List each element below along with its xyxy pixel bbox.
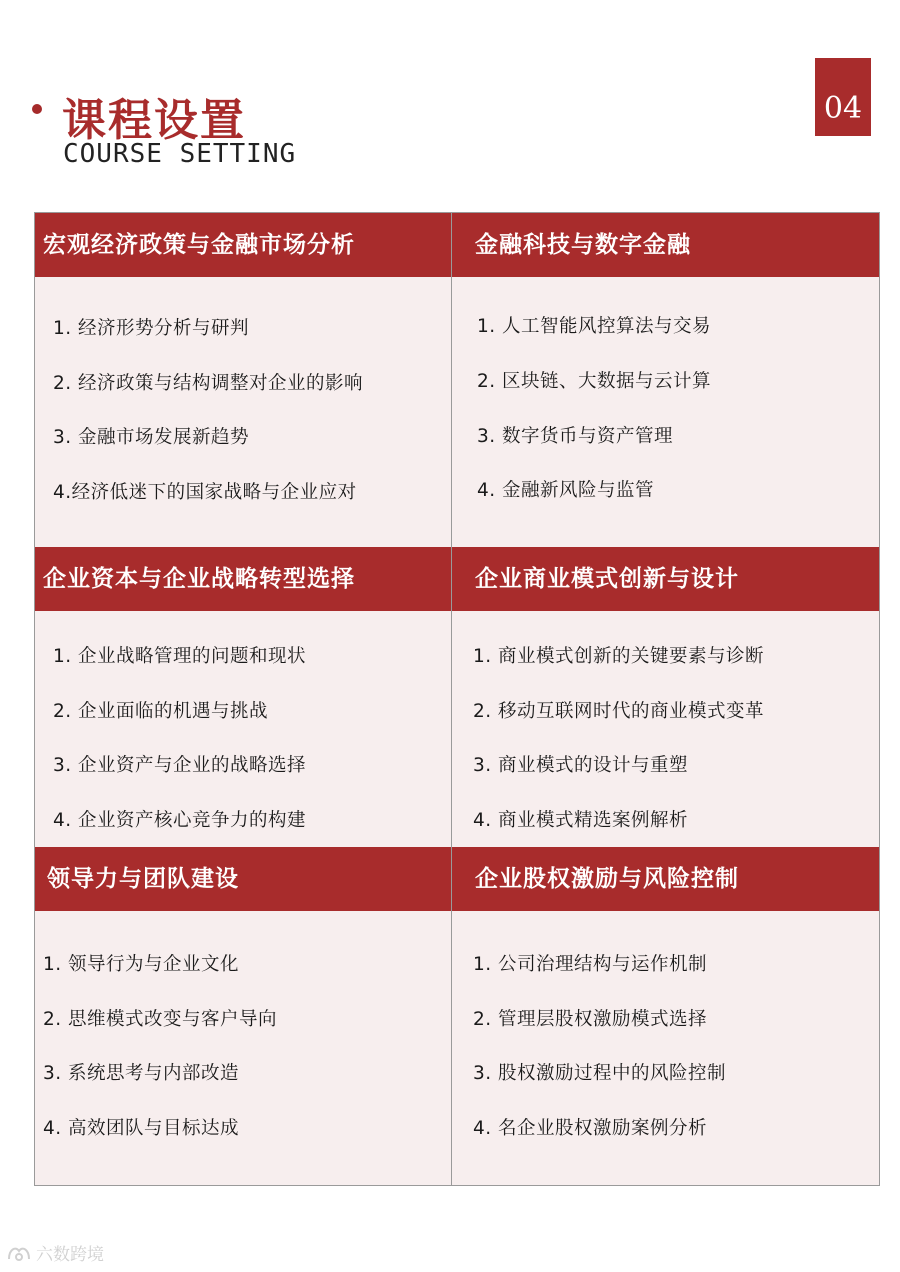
- watermark-text: 六数跨境: [36, 1245, 104, 1265]
- list-item: 1. 经济形势分析与研判: [53, 318, 250, 339]
- list-item: 4.经济低迷下的国家战略与企业应对: [53, 482, 357, 503]
- section-title-leadership: 领导力与团队建设: [47, 866, 239, 892]
- list-item: 3. 股权激励过程中的风险控制: [473, 1063, 727, 1084]
- title-bullet: [32, 104, 42, 114]
- page-subtitle: COURSE SETTING: [63, 139, 297, 169]
- watermark: [6, 1240, 104, 1265]
- page-number-badge: 04: [815, 58, 871, 136]
- list-item: 1. 商业模式创新的关键要素与诊断: [473, 646, 765, 667]
- list-item: 2. 管理层股权激励模式选择: [473, 1009, 708, 1030]
- list-item: 2. 区块链、大数据与云计算: [477, 371, 712, 392]
- list-item: 3. 系统思考与内部改造: [43, 1063, 240, 1084]
- list-item: 2. 企业面临的机遇与挑战: [53, 701, 269, 722]
- course-grid: [34, 212, 880, 1186]
- section-title-fintech: 金融科技与数字金融: [475, 232, 691, 258]
- section-title-equity-incentive: 企业股权激励与风险控制: [475, 866, 739, 892]
- course-row-1: [35, 213, 879, 547]
- list-item: 1. 人工智能风控算法与交易: [477, 316, 712, 337]
- list-item: 3. 金融市场发展新趋势: [53, 427, 250, 448]
- list-item: 4. 名企业股权激励案例分析: [473, 1118, 708, 1139]
- list-item: 2. 经济政策与结构调整对企业的影响: [53, 373, 364, 394]
- list-item: 3. 商业模式的设计与重塑: [473, 755, 689, 776]
- list-item: 4. 金融新风险与监管: [477, 480, 655, 501]
- list-item: 4. 商业模式精选案例解析: [473, 810, 689, 831]
- course-row-3: [35, 847, 879, 1187]
- section-title-business-model: 企业商业模式创新与设计: [475, 566, 739, 592]
- list-item: 2. 移动互联网时代的商业模式变革: [473, 701, 765, 722]
- list-item: 4. 企业资产核心竞争力的构建: [53, 810, 307, 831]
- list-item: 1. 领导行为与企业文化: [43, 954, 240, 975]
- list-item: 1. 公司治理结构与运作机制: [473, 954, 708, 975]
- section-title-macro-economy: 宏观经济政策与金融市场分析: [43, 232, 355, 258]
- watermark-logo-icon: [6, 1243, 32, 1263]
- list-item: 4. 高效团队与目标达成: [43, 1118, 240, 1139]
- list-item: 1. 企业战略管理的问题和现状: [53, 646, 307, 667]
- list-item: 3. 企业资产与企业的战略选择: [53, 755, 307, 776]
- column-divider: [451, 213, 452, 1185]
- page-title: 课程设置: [62, 95, 246, 146]
- section-title-corporate-strategy: 企业资本与企业战略转型选择: [43, 566, 355, 592]
- course-row-2: [35, 547, 879, 847]
- list-item: 2. 思维模式改变与客户导向: [43, 1009, 278, 1030]
- list-item: 3. 数字货币与资产管理: [477, 426, 674, 447]
